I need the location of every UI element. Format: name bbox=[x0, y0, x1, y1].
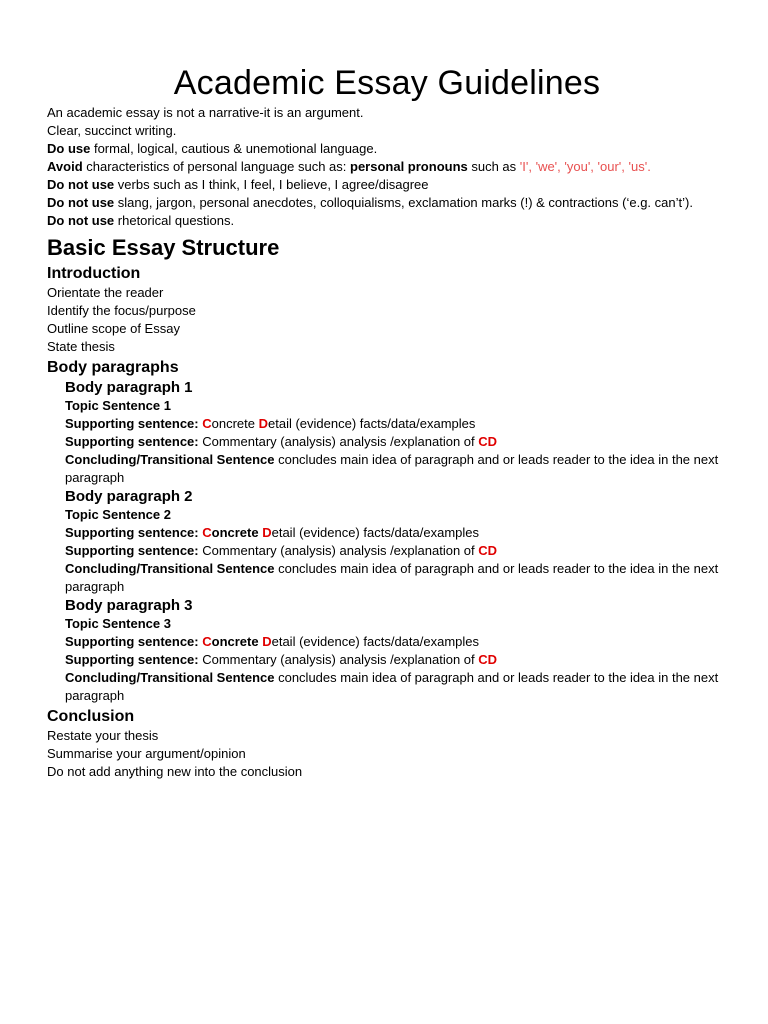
sentence-text: oncrete bbox=[211, 634, 263, 649]
sentence-text: etail (evidence) facts/data/examples bbox=[271, 634, 479, 649]
body-paragraph-heading: Body paragraph 1 bbox=[65, 379, 193, 396]
conclusion-item: Summarise your argument/opinion bbox=[47, 746, 246, 761]
supporting-sentence-2 bbox=[65, 433, 727, 451]
sentence-text: etail (evidence) facts/data/examples bbox=[271, 525, 479, 540]
pronoun-examples: 'I', 'we', 'you', 'our', 'us'. bbox=[519, 159, 651, 174]
structure-heading: Basic Essay Structure bbox=[47, 235, 280, 260]
sentence-label: Supporting sentence: bbox=[65, 652, 199, 667]
guideline-text: characteristics of personal language such as: bbox=[82, 159, 351, 174]
guideline-line-1: An academic essay is not a narrative-it is an argument. bbox=[47, 105, 364, 120]
body-paragraph-1 bbox=[47, 378, 727, 487]
body-paragraphs-heading: Body paragraphs bbox=[47, 359, 179, 376]
body-paragraph-heading: Body paragraph 3 bbox=[65, 597, 193, 614]
cd-letter: D bbox=[262, 525, 272, 540]
sentence-label: Concluding/Transitional Sentence bbox=[65, 452, 275, 467]
intro-item: Orientate the reader bbox=[47, 285, 164, 300]
topic-sentence: Topic Sentence 3 bbox=[65, 616, 171, 631]
guideline-keyword: Do not use bbox=[47, 213, 115, 228]
guideline-keyword: Do not use bbox=[47, 177, 115, 192]
guideline-text: formal, logical, cautious & unemotional language. bbox=[90, 141, 378, 156]
guideline-keyword: personal pronouns bbox=[350, 159, 468, 174]
page-title: Academic Essay Guidelines bbox=[173, 64, 601, 102]
sentence-text: concludes main idea of paragraph and or leads reader to the idea in the next paragraph bbox=[65, 561, 719, 594]
introduction-heading: Introduction bbox=[47, 265, 141, 282]
sentence-text: Commentary (analysis) analysis /explanation of bbox=[198, 434, 479, 449]
topic-sentence: Topic Sentence 1 bbox=[65, 398, 171, 413]
concluding-sentence bbox=[65, 560, 727, 596]
sentence-label: Supporting sentence: bbox=[65, 634, 199, 649]
guideline-line-3 bbox=[47, 140, 727, 158]
intro-item: Outline scope of Essay bbox=[47, 321, 180, 336]
guideline-line-4 bbox=[47, 158, 727, 176]
guideline-keyword: Do use bbox=[47, 141, 91, 156]
sentence-label: Concluding/Transitional Sentence bbox=[65, 670, 275, 685]
cd-letter: D bbox=[262, 634, 272, 649]
concluding-sentence bbox=[65, 669, 727, 705]
cd-letter: C bbox=[202, 525, 212, 540]
intro-item: State thesis bbox=[47, 339, 115, 354]
supporting-sentence-2 bbox=[65, 542, 727, 560]
guideline-line-6 bbox=[47, 194, 727, 212]
intro-item: Identify the focus/purpose bbox=[47, 303, 196, 318]
cd-abbrev: CD bbox=[478, 543, 498, 558]
guideline-text: such as bbox=[467, 159, 520, 174]
body-paragraph-3 bbox=[47, 596, 727, 705]
supporting-sentence-1 bbox=[65, 415, 727, 433]
cd-abbrev: CD bbox=[478, 652, 498, 667]
supporting-sentence-1 bbox=[65, 524, 727, 542]
supporting-sentence-2 bbox=[65, 651, 727, 669]
guideline-line-5 bbox=[47, 176, 727, 194]
sentence-label: Supporting sentence: bbox=[65, 416, 199, 431]
sentence-text: oncrete bbox=[211, 416, 259, 431]
guideline-text: rhetorical questions. bbox=[114, 213, 235, 228]
conclusion-item: Do not add anything new into the conclusion bbox=[47, 764, 303, 779]
body-paragraph-2 bbox=[47, 487, 727, 596]
supporting-sentence-1 bbox=[65, 633, 727, 651]
guideline-keyword: Do not use bbox=[47, 195, 115, 210]
guideline-text: slang, jargon, personal anecdotes, colloquialisms, exclamation marks (!) & contractions (‘e.g. can’t’). bbox=[114, 195, 693, 210]
sentence-text: Commentary (analysis) analysis /explanation of bbox=[198, 543, 479, 558]
guideline-keyword: Avoid bbox=[47, 159, 83, 174]
sentence-text: Commentary (analysis) analysis /explanation of bbox=[198, 652, 479, 667]
guidelines-section bbox=[47, 104, 727, 230]
guideline-text: verbs such as I think, I feel, I believe, I agree/disagree bbox=[114, 177, 429, 192]
sentence-label: Concluding/Transitional Sentence bbox=[65, 561, 275, 576]
sentence-label: Supporting sentence: bbox=[65, 434, 199, 449]
body-paragraph-heading: Body paragraph 2 bbox=[65, 488, 193, 505]
sentence-text: concludes main idea of paragraph and or leads reader to the idea in the next paragraph bbox=[65, 452, 719, 485]
guideline-line-2: Clear, succinct writing. bbox=[47, 123, 177, 138]
sentence-text: concludes main idea of paragraph and or leads reader to the idea in the next paragraph bbox=[65, 670, 719, 703]
cd-letter: D bbox=[258, 416, 269, 431]
topic-sentence: Topic Sentence 2 bbox=[65, 507, 171, 522]
conclusion-heading: Conclusion bbox=[47, 708, 135, 725]
sentence-label: Supporting sentence: bbox=[65, 543, 199, 558]
document-page bbox=[47, 62, 727, 781]
conclusion-item: Restate your thesis bbox=[47, 728, 159, 743]
guideline-line-7 bbox=[47, 212, 727, 230]
sentence-text: oncrete bbox=[211, 525, 263, 540]
cd-letter: C bbox=[202, 416, 212, 431]
sentence-text: etail (evidence) facts/data/examples bbox=[268, 416, 476, 431]
cd-letter: C bbox=[202, 634, 212, 649]
concluding-sentence bbox=[65, 451, 727, 487]
cd-abbrev: CD bbox=[478, 434, 498, 449]
sentence-label: Supporting sentence: bbox=[65, 525, 199, 540]
